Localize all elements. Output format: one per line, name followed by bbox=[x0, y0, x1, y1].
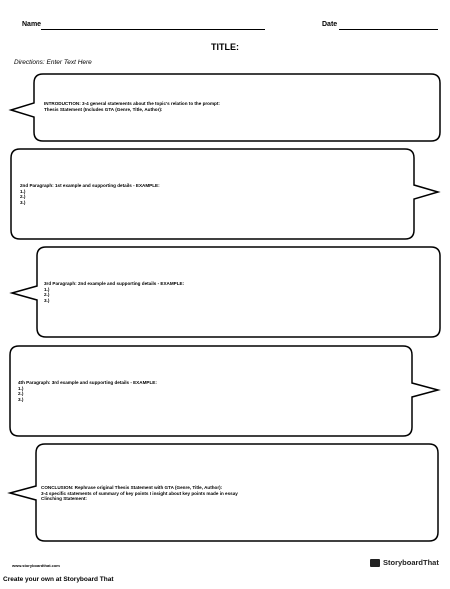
page-title: TITLE: bbox=[211, 42, 239, 52]
conclusion-text[interactable]: CONCLUSION: Rephrase original Thesis Statement with GTA (Genre, Title, Author): 3-4 specific statements of summary of key points I insight about key points made in essay Clinching Statement: bbox=[41, 485, 238, 502]
footer-url[interactable]: www.storyboardthat.com bbox=[12, 563, 60, 568]
logo-icon bbox=[370, 559, 380, 567]
caption-bar bbox=[0, 575, 450, 589]
caption-link[interactable]: Create your own at Storyboard That bbox=[3, 576, 114, 583]
name-label: Name bbox=[22, 21, 42, 28]
date-label: Date bbox=[322, 21, 338, 28]
storyboardthat-logo bbox=[370, 558, 439, 567]
directions-text: Directions: Enter Text Here bbox=[14, 59, 92, 66]
paragraph-4-text[interactable]: 4th Paragraph: 3rd example and supporting details - EXAMPLE: 1.) 2.) 3.) bbox=[18, 380, 157, 402]
intro-text[interactable]: INTRODUCTION: 3-4 general statements about the topic's relation to the prompt: Thesis Statement (Includes GTA (Genre, Title, Author): bbox=[44, 101, 220, 112]
logo-text: StoryboardThat bbox=[383, 558, 439, 567]
paragraph-3-text[interactable]: 3rd Paragraph: 2nd example and supporting details - EXAMPLE: 1.) 2.) 3.) bbox=[44, 281, 185, 303]
paragraph-2-text[interactable]: 2nd Paragraph: 1st example and supporting details - EXAMPLE: 1.) 2.) 3.) bbox=[20, 183, 160, 205]
